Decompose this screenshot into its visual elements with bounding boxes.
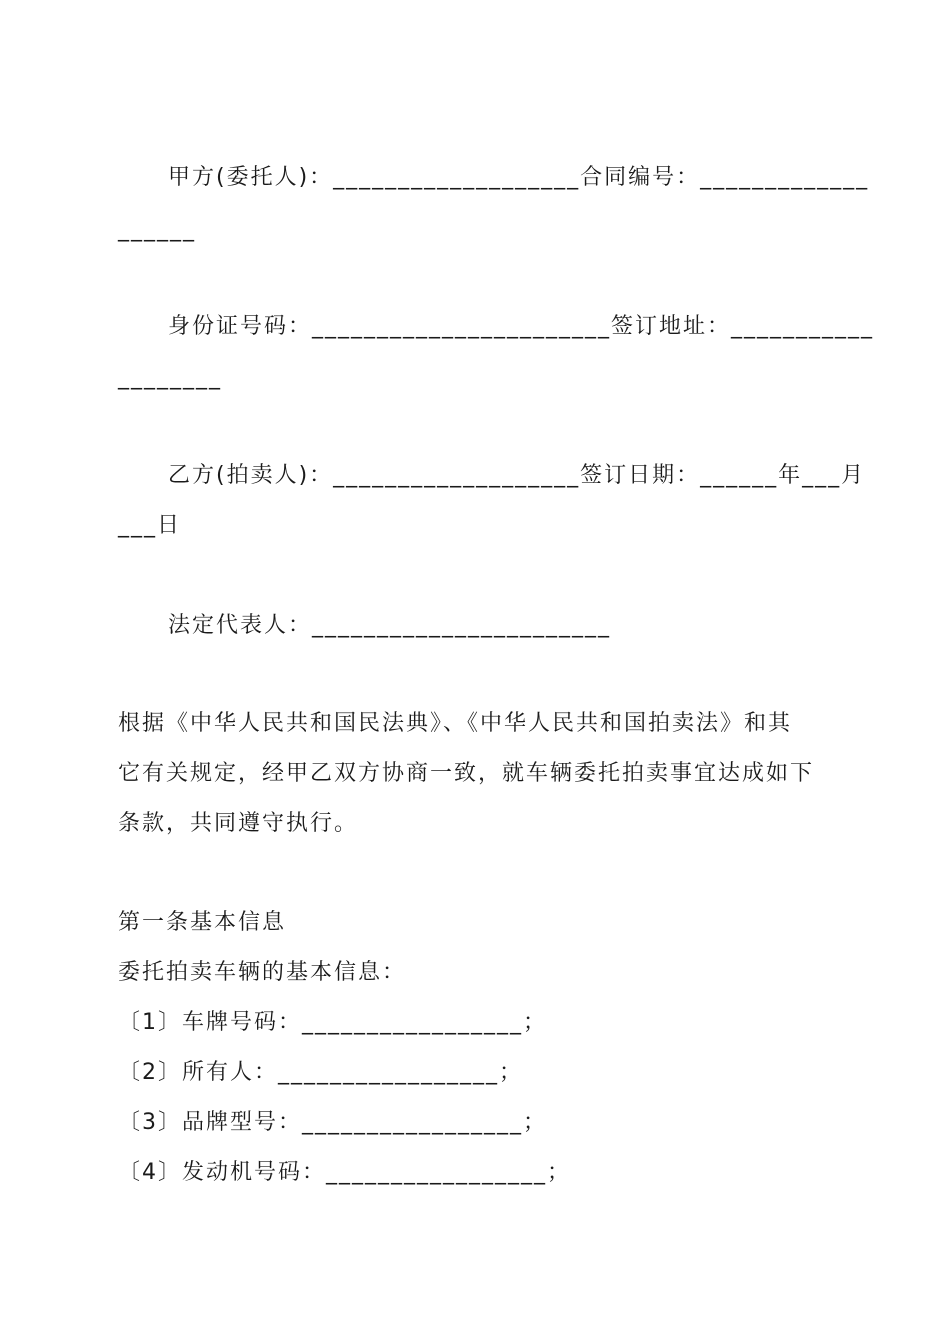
id-number-field: 身份证号码：_______________________签订地址：___________	[168, 314, 875, 339]
party-a-field: 甲方(委托人)：___________________合同编号：_____________	[168, 165, 870, 190]
preamble-line-1: 根据《中华人民共和国民法典》、《中华人民共和国拍卖法》和其	[118, 711, 793, 736]
party-b-field: 乙方(拍卖人)：___________________签订日期：______年___月	[168, 463, 866, 488]
preamble-line-2: 它有关规定，经甲乙双方协商一致，就车辆委托拍卖事宜达成如下	[118, 761, 815, 786]
id-number-field-continuation: ________	[118, 365, 222, 390]
vehicle-info-item: 〔3〕品牌型号：_________________；	[118, 1110, 547, 1135]
article-1-title: 第一条基本信息	[118, 910, 287, 935]
legal-representative-field: 法定代表人：_______________________	[168, 613, 612, 638]
vehicle-info-item: 〔1〕车牌号码：_________________；	[118, 1010, 547, 1035]
vehicle-info-item: 〔4〕发动机号码：_________________；	[118, 1160, 571, 1185]
party-b-field-continuation: ___日	[118, 513, 182, 538]
party-a-field-continuation: ______	[118, 217, 196, 242]
preamble-line-3: 条款，共同遵守执行。	[118, 811, 359, 836]
vehicle-info-item: 〔2〕所有人：_________________；	[118, 1060, 523, 1085]
article-1-intro: 委托拍卖车辆的基本信息：	[118, 960, 407, 985]
